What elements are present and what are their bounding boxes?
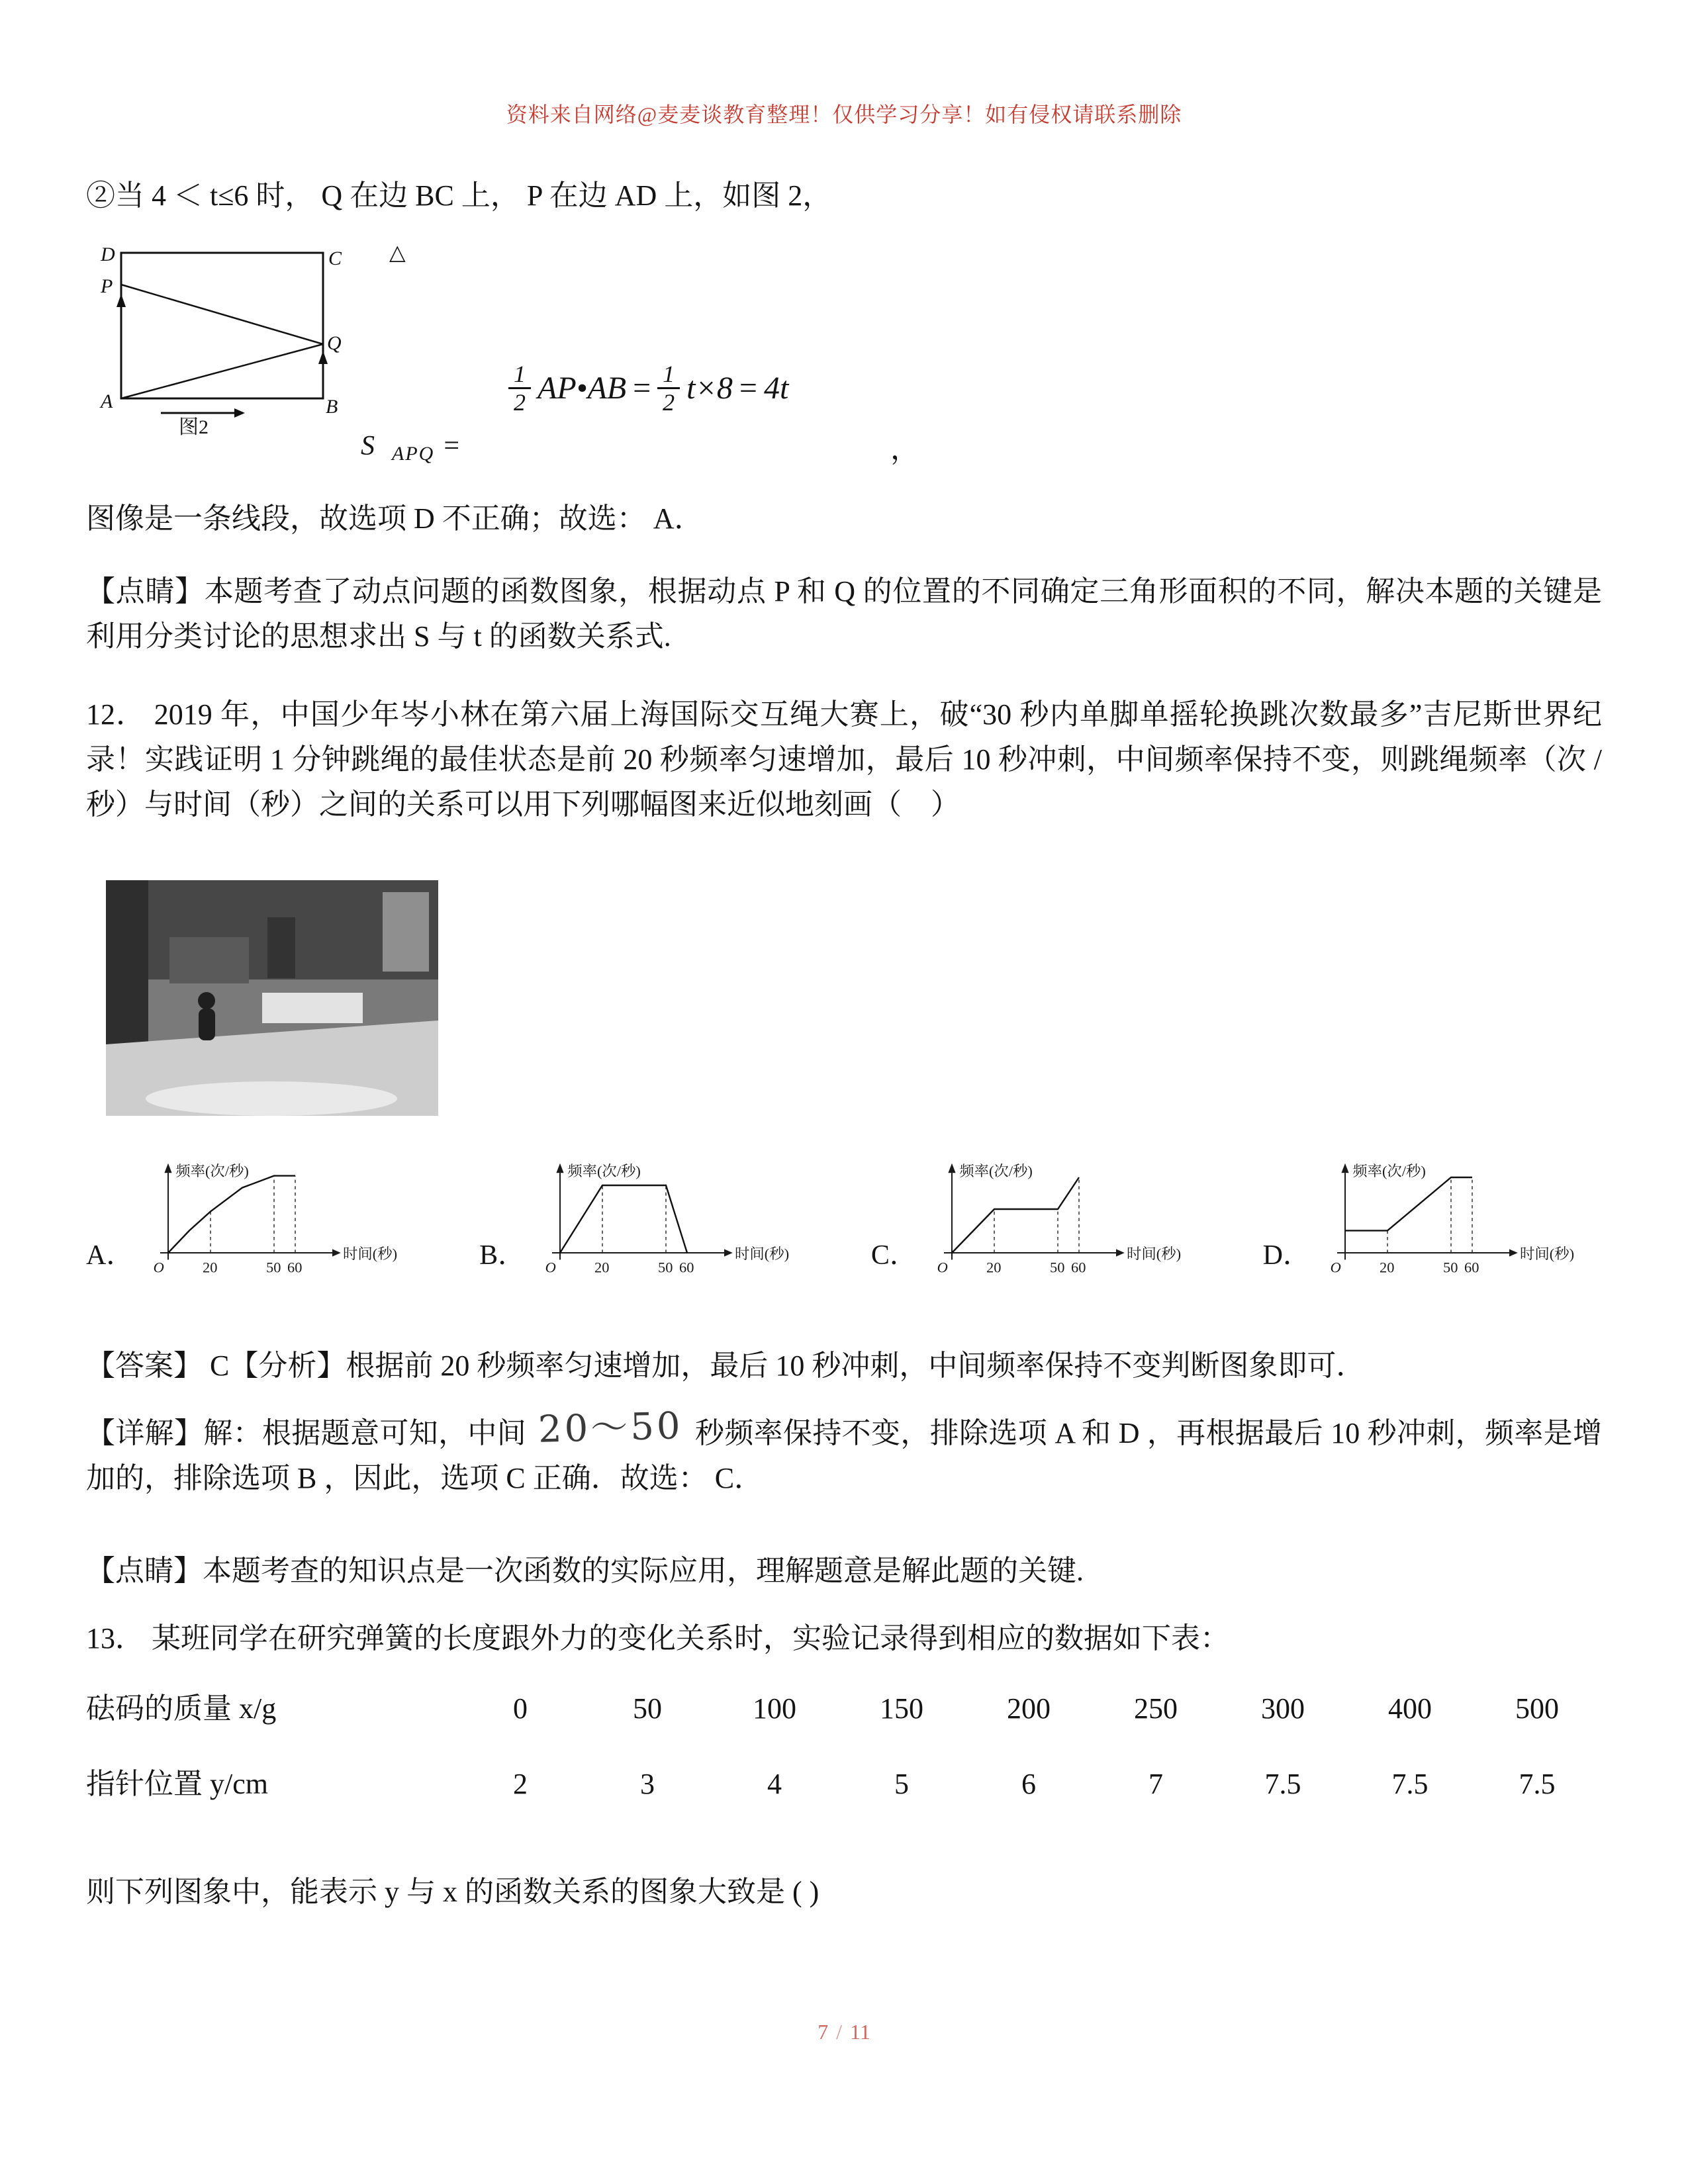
table-cell: 150 xyxy=(880,1692,923,1725)
formula-term-3: 4t xyxy=(763,371,789,406)
y-axis-label: 频率(次/秒) xyxy=(1352,1163,1426,1179)
origin-label: O xyxy=(545,1259,556,1276)
y-axis-arrow-icon xyxy=(948,1163,955,1173)
vertex-label-q: Q xyxy=(327,332,342,354)
table-cell: 4 xyxy=(767,1768,782,1800)
page-number-total: 11 xyxy=(850,2020,870,2044)
tick-label: 20 xyxy=(986,1259,1002,1276)
options-charts-row xyxy=(86,1155,1602,1279)
row-label-mass: 砝码的质量 x/g xyxy=(86,1692,277,1725)
conclusion-text: 图像是一条线段，故选项 D 不正确；故选： A． xyxy=(86,502,704,535)
equals-sign: = xyxy=(444,431,460,461)
option-group-c xyxy=(871,1155,1209,1279)
table-cell: 2 xyxy=(513,1768,528,1800)
photo-athlete-body xyxy=(199,1009,215,1040)
header-notice: 资料来自网络@麦麦谈教育整理！仅供学习分享！如有侵权请联系删除 xyxy=(506,103,1182,126)
equals-sign-1: = xyxy=(633,371,651,406)
followup-question-text: 则下列图象中，能表示 y 与 x 的函数关系的图象大致是 ( ) xyxy=(86,1876,820,1908)
frequency-curve xyxy=(1345,1177,1472,1230)
triangle-symbol: △ xyxy=(389,240,406,264)
vertex-label-b: B xyxy=(326,396,338,418)
page-number-current: 7 xyxy=(818,2020,829,2044)
q-arrowhead-icon xyxy=(318,351,328,364)
vertex-label-d: D xyxy=(101,244,115,265)
question-12-text: 12． 2019 年，中国少年岑小林在第六届上海国际交互绳大赛上，破“30 秒内单脚单摇轮换跳次数最多”吉尼斯世界纪录！实践证明 1 分钟跳绳的最佳状态是前 20 秒频率匀速增加，最后 10 秒冲刺，中间频率保持不变，则跳绳频率（次 / 秒）与时间（秒）之间的关系可以用下列哪幅图来近似地刻画（ ） xyxy=(86,698,1602,821)
segment-aq xyxy=(121,344,323,398)
option-group-d xyxy=(1263,1155,1602,1279)
tick-label: 20 xyxy=(1379,1259,1395,1276)
chart-option-b xyxy=(528,1155,817,1279)
geometry-figure xyxy=(85,233,369,438)
vertex-label-a: A xyxy=(101,390,113,412)
y-axis-arrow-icon xyxy=(165,1163,172,1173)
photo-athlete-head xyxy=(198,992,215,1009)
y-axis-arrow-icon xyxy=(557,1163,564,1173)
origin-label: O xyxy=(153,1259,165,1276)
photo-screen xyxy=(169,937,249,983)
answer-analysis-text: 【答案】 C【分析】根据前 20 秒频率匀速增加，最后 10 秒冲刺，中间频率保持不变判断图象即可． xyxy=(86,1349,1366,1382)
tick-label: 60 xyxy=(1070,1259,1086,1276)
x-axis-label: 时间(秒) xyxy=(343,1245,398,1262)
tick-label: 20 xyxy=(203,1259,218,1276)
table-cell: 7.5 xyxy=(1391,1768,1429,1800)
x-axis-label: 时间(秒) xyxy=(1519,1245,1575,1262)
detail-explanation xyxy=(86,1404,1603,1501)
row-label-pointer: 指针位置 y/cm xyxy=(86,1768,268,1800)
page-footer xyxy=(0,2020,1688,2044)
area-formula xyxy=(508,361,788,416)
table-cell: 200 xyxy=(1007,1692,1051,1725)
option-label-a: A． xyxy=(86,1240,134,1271)
tick-label: 20 xyxy=(594,1259,610,1276)
detail-text-pre: 【详解】解：根据题意可知，中间 xyxy=(86,1417,527,1449)
photo-backdrop xyxy=(267,917,295,978)
table-cell: 6 xyxy=(1021,1768,1036,1800)
photo-right-panel xyxy=(383,892,429,972)
formula-s: S xyxy=(361,431,375,461)
table-row-mass xyxy=(86,1684,1602,1760)
table-cell: 250 xyxy=(1134,1692,1178,1725)
origin-label: O xyxy=(1330,1259,1341,1276)
tick-label: 50 xyxy=(1442,1259,1458,1276)
tick-label: 50 xyxy=(658,1259,673,1276)
formula-comma: ， xyxy=(890,433,919,465)
s-apq-label xyxy=(361,430,460,465)
page-number-separator: / xyxy=(836,2020,843,2044)
chart-option-c xyxy=(920,1155,1209,1279)
table-cell: 7 xyxy=(1149,1768,1163,1800)
spring-data-table xyxy=(86,1684,1602,1835)
tick-label: 60 xyxy=(1464,1259,1479,1276)
photo-glare xyxy=(146,1081,397,1116)
x-axis-arrow-icon xyxy=(332,1249,341,1256)
p-arrowhead-icon xyxy=(117,294,126,307)
x-axis-label: 时间(秒) xyxy=(1126,1245,1181,1262)
table-cell: 500 xyxy=(1515,1692,1559,1725)
y-axis-label: 频率(次/秒) xyxy=(959,1163,1033,1179)
x-axis-arrow-icon xyxy=(1116,1249,1125,1256)
frequency-curve xyxy=(952,1177,1079,1253)
equals-sign-2: = xyxy=(739,371,757,406)
vertex-label-c: C xyxy=(328,248,342,269)
option-group-b xyxy=(479,1155,817,1279)
fraction-one-half-2: $\frac{1}{2}$ xyxy=(657,361,680,416)
origin-label: O xyxy=(937,1259,948,1276)
table-row-pointer xyxy=(86,1760,1602,1835)
option-label-d: D． xyxy=(1262,1240,1311,1271)
table-cell: 3 xyxy=(640,1768,655,1800)
tick-label: 60 xyxy=(287,1259,303,1276)
x-axis-label: 时间(秒) xyxy=(735,1245,790,1262)
remark-paragraph-11: 【点睛】本题考查了动点问题的函数图象，根据动点 P 和 Q 的位置的不同确定三角形面积的不同，解决本题的关键是利用分类讨论的思想求出 S 与 t 的函数关系式. xyxy=(86,575,1602,653)
caption-arrowhead-icon xyxy=(234,408,245,418)
frequency-curve xyxy=(168,1176,295,1253)
formula-term-1: AP•AB xyxy=(538,371,627,406)
table-cell: 50 xyxy=(633,1692,662,1725)
rectangle-abcd xyxy=(121,253,323,398)
formula-subscript-apq: APQ xyxy=(392,443,435,465)
x-axis-arrow-icon xyxy=(1509,1249,1518,1256)
detail-text-post: 秒频率保持不变，排除选项 A 和 D ，再根据最后 10 秒冲刺，频率是增加的，排除选项 B ，因此，选项 C 正确．故选： C． xyxy=(86,1417,1603,1494)
vertex-label-p: P xyxy=(101,275,113,297)
table-cell: 7.5 xyxy=(1519,1768,1556,1800)
table-cell: 7.5 xyxy=(1264,1768,1301,1800)
figure-caption: 图2 xyxy=(179,416,209,438)
remark-paragraph-12: 【点睛】本题考查的知识点是一次函数的实际应用，理解题意是解此题的关键. xyxy=(86,1555,1084,1587)
frequency-curve xyxy=(560,1185,687,1253)
photo-jump-rope-competition xyxy=(106,880,438,1116)
case-condition-text: ②当 4 ＜ t≤6 时， Q 在边 BC 上， P 在边 AD 上，如图 2， xyxy=(86,179,832,212)
chart-option-d xyxy=(1313,1155,1602,1279)
chart-option-a xyxy=(136,1155,425,1279)
table-cell: 400 xyxy=(1388,1692,1432,1725)
option-group-a xyxy=(86,1155,425,1279)
table-cell: 300 xyxy=(1261,1692,1305,1725)
x-axis-arrow-icon xyxy=(724,1249,733,1256)
table-cell: 0 xyxy=(513,1692,528,1725)
y-axis-label: 频率(次/秒) xyxy=(567,1163,641,1179)
question-13-text: 13． 某班同学在研究弹簧的长度跟外力的变化关系时，实验记录得到相应的数据如下表： xyxy=(86,1622,1229,1655)
option-label-c: C． xyxy=(870,1240,917,1271)
segment-pq xyxy=(121,285,323,344)
option-label-b: B． xyxy=(479,1240,526,1271)
table-cell: 5 xyxy=(894,1768,909,1800)
fraction-one-half-1: $\frac{1}{2}$ xyxy=(508,361,531,416)
formula-term-2: t×8 xyxy=(686,371,733,406)
tick-label: 60 xyxy=(679,1259,694,1276)
tick-label: 50 xyxy=(1049,1259,1065,1276)
y-axis-arrow-icon xyxy=(1341,1163,1348,1173)
photo-banner xyxy=(262,993,363,1023)
handwritten-20-50: 20～50 xyxy=(538,1404,684,1451)
y-axis-label: 频率(次/秒) xyxy=(175,1163,250,1179)
tick-label: 50 xyxy=(266,1259,281,1276)
table-cell: 100 xyxy=(753,1692,796,1725)
